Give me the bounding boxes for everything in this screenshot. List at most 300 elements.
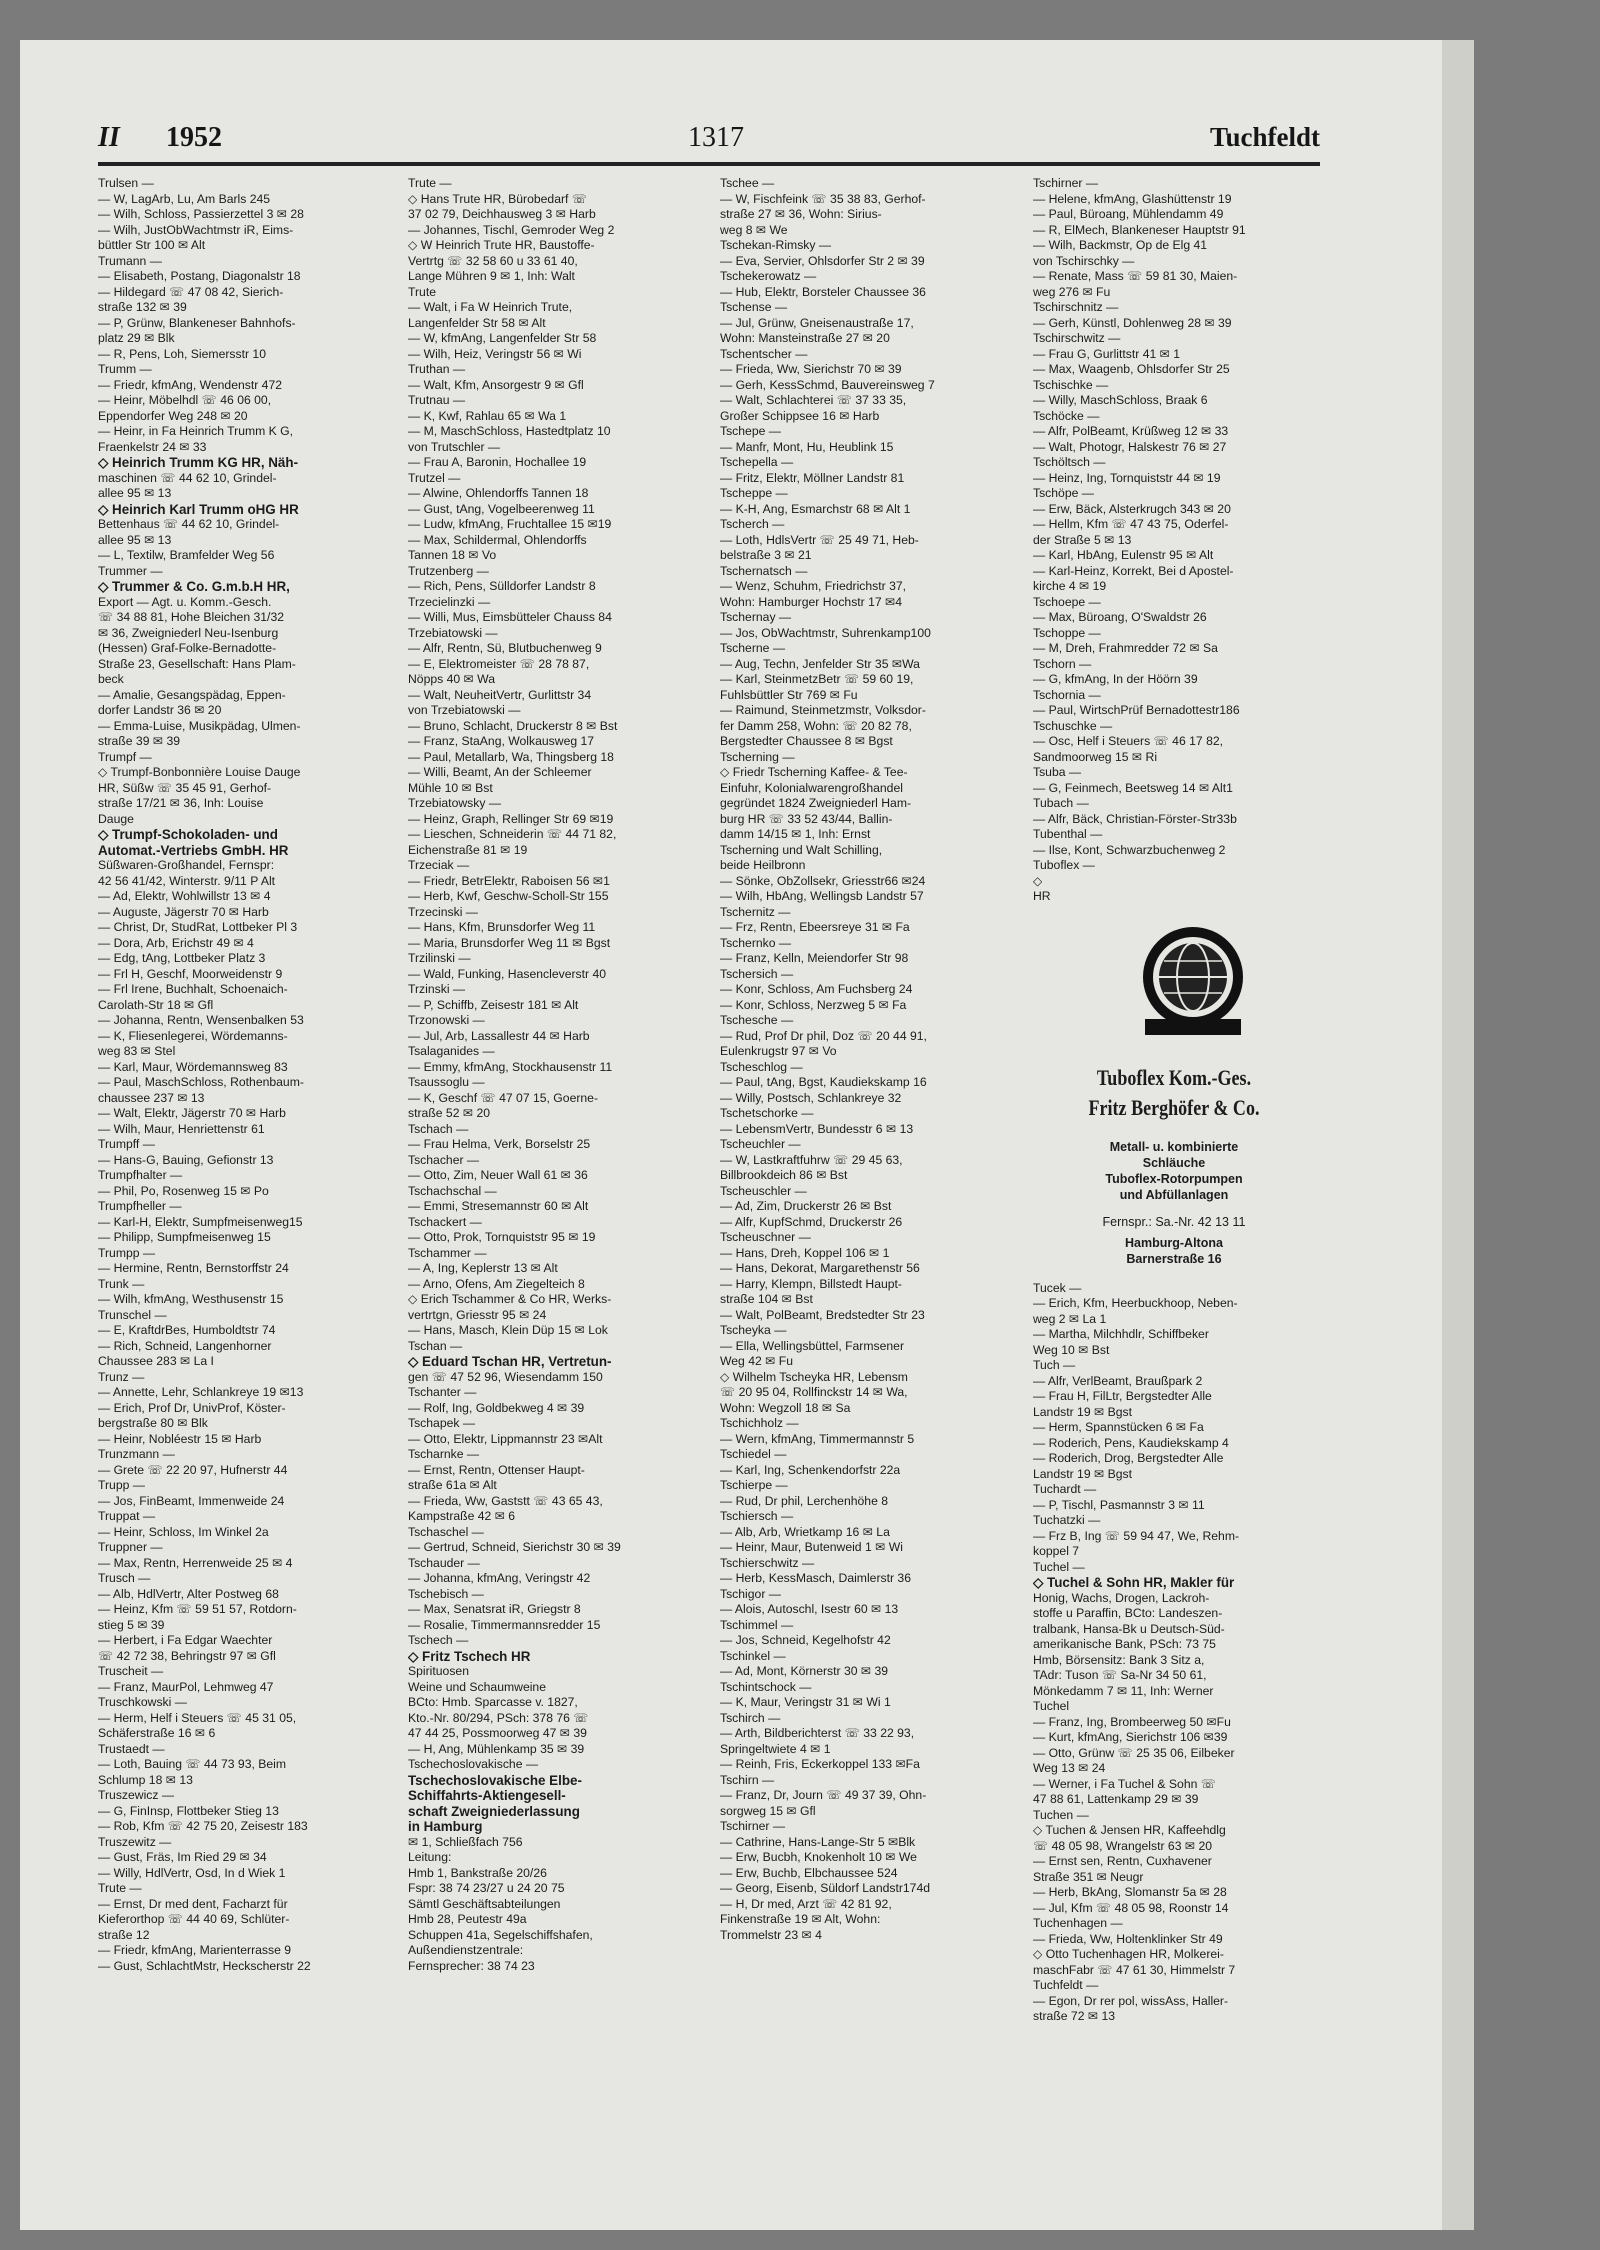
directory-line: Tuchardt — (1033, 1482, 1097, 1496)
directory-line: Tschirner — (720, 1819, 786, 1833)
directory-line: Tuchen — (1033, 1807, 1089, 1822)
directory-line: Tschorn — (1033, 656, 1092, 671)
directory-line: Trumpf — (98, 749, 152, 764)
directory-line: Export — Agt. u. Komm.-Gesch. (98, 594, 272, 609)
directory-line: — Jos, ObWachtmstr, Suhrenkamp100 (720, 625, 931, 640)
directory-line: — K, Geschf ☏ 47 07 15, Goerne- (408, 1090, 599, 1105)
directory-line: — Jos, FinBeamt, Immenweide 24 (98, 1493, 285, 1508)
directory-line: 42 56 41/42, Winterstr. 9/11 P Alt (98, 873, 276, 888)
directory-line: — Herb, KessMasch, Daimlerstr 36 (720, 1571, 911, 1585)
directory-line: — Jul, Grünw, Gneisenaustraße 17, (720, 315, 914, 330)
directory-line: — Willi, Mus, Eimsbütteler Chauss 84 (408, 610, 612, 624)
directory-line: Hmb 28, Peutestr 49a (408, 1912, 527, 1926)
directory-line: Tschiersch — (720, 1509, 794, 1523)
directory-line: — G, FinInsp, Flottbeker Stieg 13 (98, 1803, 279, 1818)
ad-title-line-1: Tuboflex Kom.-Ges. (1096, 1064, 1252, 1090)
directory-line: Tschebisch — (408, 1586, 484, 1601)
directory-line: — Auguste, Jägerstr 70 ✉ Harb (98, 904, 269, 919)
page-header (98, 92, 1320, 154)
directory-line: Tuchatzki — (1033, 1513, 1101, 1527)
directory-line: — Herbert, i Fa Edgar Waechter (98, 1633, 273, 1647)
directory-line: — Lieschen, Schneiderin ☏ 44 71 82, (408, 827, 617, 841)
directory-line: Fuhlsbüttler Str 769 ✉ Fu (720, 687, 858, 702)
directory-line: — Ad, Elektr, Wohlwillstr 13 ✉ 4 (98, 889, 271, 903)
directory-line: Tschechoslovakische — (408, 1757, 539, 1771)
directory-line: damm 14/15 ✉ 1, Inh: Ernst (720, 827, 871, 841)
directory-line: — Reinh, Fris, Eckerkoppel 133 ✉Fa (720, 1757, 920, 1771)
directory-line: — Walt, Schlachterei ☏ 37 33 35, (720, 393, 907, 407)
directory-line: Tscheppe — (720, 486, 788, 500)
directory-line: — Herb, BkAng, Slomanstr 5a ✉ 28 (1033, 1885, 1227, 1899)
directory-line: — E, KraftdrBes, Humboldtstr 74 (98, 1323, 276, 1337)
directory-line: — Ad, Mont, Körnerstr 30 ✉ 39 (720, 1664, 889, 1678)
directory-line: weg 276 ✉ Fu (1033, 284, 1111, 299)
directory-line: Truthan — (408, 362, 466, 376)
directory-line: in Hamburg (408, 1819, 483, 1834)
directory-line: Weg 42 ✉ Fu (720, 1354, 793, 1368)
directory-line: Mönkedamm 7 ✉ 11, Inh: Werner (1033, 1683, 1214, 1698)
directory-line: — Philipp, Sumpfmeisenweg 15 (98, 1230, 271, 1244)
directory-line: — Karl, HbAng, Eulenstr 95 ✉ Alt (1033, 548, 1214, 562)
directory-line: straße 104 ✉ Bst (720, 1292, 813, 1306)
directory-line: von Trutschler — (408, 439, 501, 454)
directory-line: Weine und Schaumweine (408, 1679, 546, 1694)
directory-line: — Wilh, JustObWachtmstr iR, Eims- (98, 222, 294, 237)
directory-line: Trzilinski — (408, 951, 471, 965)
directory-line: Tscheuchler — (720, 1137, 801, 1151)
directory-line: — Frau H, FilLtr, Bergstedter Alle (1033, 1389, 1212, 1403)
directory-line: ◇ Tuchen & Jensen HR, Kaffeehdlg (1033, 1823, 1226, 1837)
directory-line: — A, Ing, Keplerstr 13 ✉ Alt (408, 1261, 558, 1275)
directory-line: Tschinkel — (720, 1648, 786, 1663)
directory-line: — Loth, HdlsVertr ☏ 25 49 71, Heb- (720, 532, 919, 547)
directory-line: — Jul, Arb, Lassallestr 44 ✉ Harb (408, 1028, 590, 1043)
directory-line: Großer Schippsee 16 ✉ Harb (720, 408, 880, 423)
directory-line: Tscheuschner — (720, 1230, 811, 1244)
directory-line: ☏ 42 72 38, Behringstr 97 ✉ Gfl (98, 1648, 276, 1663)
directory-line: — Karl, Maur, Wördemannsweg 83 (98, 1059, 288, 1074)
directory-line: kirche 4 ✉ 19 (1033, 579, 1107, 593)
directory-line: Schuppen 41a, Segelschiffshafen, (408, 1927, 593, 1942)
directory-line: Chaussee 283 ✉ La I (98, 1354, 214, 1368)
directory-line: — Hans, Kfm, Brunsdorfer Weg 11 (408, 920, 596, 934)
directory-line: — Jos, Schneid, Kegelhofstr 42 (720, 1633, 891, 1647)
directory-line: — Franz, Ing, Brombeerweg 50 ✉Fu (1033, 1714, 1231, 1729)
directory-line: Trulsen — (98, 176, 154, 190)
directory-line: Wohn: Mansteinstraße 27 ✉ 20 (720, 331, 890, 345)
directory-line: — Heinz, Ing, Tornquiststr 44 ✉ 19 (1033, 470, 1221, 485)
directory-line: ☏ 34 88 81, Hohe Bleichen 31/32 (98, 610, 284, 624)
directory-line: Tschechoslovakische Elbe- (408, 1772, 582, 1788)
header-roman-numeral: II (98, 122, 120, 153)
directory-line: — Ludw, kfmAng, Fruchtallee 15 ✉19 (408, 517, 612, 531)
directory-line: Tschirn — (720, 1772, 775, 1787)
directory-line: Schäferstraße 16 ✉ 6 (98, 1726, 216, 1740)
directory-line: — Heinr, in Fa Heinrich Trumm K G, (98, 424, 294, 438)
directory-line: — Paul, Büroang, Mühlendamm 49 (1033, 207, 1224, 221)
directory-line: — Rosalie, Timmermannsredder 15 (408, 1617, 601, 1632)
directory-line: Truschkowski — (98, 1695, 187, 1709)
directory-line: — Johannes, Tischl, Gemroder Weg 2 (408, 222, 615, 237)
directory-line: Tschapek — (408, 1416, 476, 1430)
directory-line: — Walt, Elektr, Jägerstr 70 ✉ Harb (98, 1106, 286, 1120)
directory-line: — Amalie, Gesangspädag, Eppen- (98, 687, 286, 702)
directory-line: Trustaedt — (98, 1741, 165, 1756)
directory-line: ◇ Trumpf-Bonbonnière Louise Dauge (98, 765, 301, 779)
directory-line: Landstr 19 ✉ Bgst (1033, 1466, 1132, 1481)
directory-line: — Walt, Photogr, Halskestr 76 ✉ 27 (1033, 439, 1227, 454)
directory-line: — Otto, Elektr, Lippmannstr 23 ✉Alt (408, 1431, 603, 1446)
directory-line: ◇ Trummer & Co. G.m.b.H HR, (98, 579, 290, 594)
directory-line: ◇ Trumpf-Schokoladen- und (98, 827, 278, 842)
directory-line: Straße 23, Gesellschaft: Hans Plam- (98, 656, 296, 671)
directory-line: — Rud, Prof Dr phil, Doz ☏ 20 44 91, (720, 1028, 927, 1043)
ad-title-line-2: Fritz Berghöfer & Co. (1088, 1094, 1260, 1120)
directory-line: Tuchel (1033, 1699, 1070, 1713)
column-2 (408, 176, 698, 2186)
directory-line: Spirituosen (408, 1664, 469, 1678)
directory-line: — Wenz, Schuhm, Friedrichstr 37, (720, 579, 907, 593)
directory-line: Hmb 1, Bankstraße 20/26 (408, 1865, 547, 1880)
directory-line: — K, Maur, Veringstr 31 ✉ Wi 1 (720, 1695, 891, 1709)
directory-line: — Max, Büroang, O'Swaldstr 26 (1033, 610, 1207, 624)
directory-line: — Emmy, kfmAng, Stockhausenstr 11 (408, 1059, 613, 1074)
directory-line: Tschersich — (720, 966, 794, 981)
directory-line: Tuch — (1033, 1358, 1076, 1372)
directory-line: straße 17/21 ✉ 36, Inh: Louise (98, 796, 264, 810)
directory-line: — Konr, Schloss, Am Fuchsberg 24 (720, 982, 913, 996)
column-1 (98, 176, 388, 2186)
directory-line: — Johanna, Rentn, Wensenbalken 53 (98, 1013, 304, 1027)
directory-line: Tscheuschler — (720, 1183, 807, 1198)
directory-line: Eppendorfer Weg 248 ✉ 20 (98, 408, 248, 423)
directory-line: Trzecinski — (408, 904, 478, 919)
directory-line: — Arth, Bildberichterst ☏ 33 22 93, (720, 1726, 915, 1740)
directory-line: Sämtl Geschäftsabteilungen (408, 1896, 561, 1911)
directory-line: Sandmoorweg 15 ✉ Ri (1033, 749, 1158, 764)
directory-line: ◇ Fritz Tschech HR (408, 1648, 531, 1664)
directory-line: — Wilh, Heiz, Veringstr 56 ✉ Wi (408, 346, 582, 361)
directory-line: Truppat — (98, 1509, 156, 1523)
directory-line: Trutzenberg — (408, 563, 489, 578)
column-4 (1033, 176, 1323, 2186)
directory-line: — P, Tischl, Pasmannstr 3 ✉ 11 (1033, 1497, 1205, 1512)
directory-line: — Hans, Dreh, Koppel 106 ✉ 1 (720, 1245, 890, 1260)
directory-line: Tschee — (720, 176, 775, 190)
directory-line: — Erich, Kfm, Heerbuckhoop, Neben- (1033, 1296, 1238, 1310)
directory-line: — Wald, Funking, Hasencleverstr 40 (408, 966, 607, 981)
directory-line: — Karl, Ing, Schenkendorfstr 22a (720, 1462, 901, 1477)
directory-line: dorfer Landstr 36 ✉ 20 (98, 703, 222, 717)
directory-line: — Ilse, Kont, Schwarzbuchenweg 2 (1033, 842, 1226, 857)
directory-line: — Ernst, Rentn, Ottenser Haupt- (408, 1462, 585, 1477)
directory-line: — Frau A, Baronin, Hochallee 19 (408, 455, 587, 469)
directory-line: TAdr: Tuson ☏ Sa-Nr 34 50 61, (1033, 1668, 1207, 1682)
directory-line: — Friedr, kfmAng, Marienterrasse 9 (98, 1943, 292, 1957)
directory-line: büttler Str 100 ✉ Alt (98, 238, 206, 252)
directory-line: Tschichholz — (720, 1416, 799, 1430)
directory-line: — Heinz, Graph, Rellinger Str 69 ✉19 (408, 811, 614, 826)
directory-line: — Walt, Kfm, Ansorgestr 9 ✉ Gfl (408, 377, 584, 392)
directory-line: Tubach — (1033, 796, 1089, 810)
directory-line: Tucek — (1033, 1280, 1082, 1295)
directory-line: Tschöltsch — (1033, 455, 1106, 469)
directory-line: — Arno, Ofens, Am Ziegelteich 8 (408, 1276, 585, 1291)
directory-line: — Grete ☏ 22 20 97, Hufnerstr 44 (98, 1462, 288, 1477)
directory-line: — Heinr, Möbelhdl ☏ 46 06 00, (98, 393, 272, 407)
directory-line: — Wern, kfmAng, Timmermannstr 5 (720, 1431, 915, 1446)
directory-line: Honig, Wachs, Drogen, Lackroh- (1033, 1590, 1210, 1605)
directory-line: — Karl-H, Elektr, Sumpfmeisenweg15 (98, 1214, 303, 1229)
directory-line: Trzecielinzki — (408, 594, 491, 609)
directory-line: Carolath-Str 18 ✉ Gfl (98, 997, 214, 1012)
directory-line: — Willy, MaschSchloss, Braak 6 (1033, 393, 1208, 407)
directory-line: Tschackert — (408, 1214, 482, 1229)
directory-line: — Frl H, Geschf, Moorweidenstr 9 (98, 966, 283, 981)
directory-line: Finkenstraße 19 ✉ Alt, Wohn: (720, 1912, 881, 1926)
directory-line: Trumpp — (98, 1245, 156, 1260)
directory-line: — Alb, HdlVertr, Alter Postweg 68 (98, 1586, 279, 1601)
directory-line: — Jul, Kfm ☏ 48 05 98, Roonstr 14 (1033, 1900, 1229, 1915)
directory-line: allee 95 ✉ 13 (98, 486, 172, 500)
directory-line: Süßwaren-Großhandel, Fernspr: (98, 858, 275, 872)
directory-line: Tschachschal — (408, 1183, 497, 1198)
directory-line: — Gerh, KessSchmd, Bauvereinsweg 7 (720, 377, 935, 392)
directory-line: maschinen ☏ 44 62 10, Grindel- (98, 470, 277, 485)
directory-line: Vertrtg ☏ 32 58 60 u 33 61 40, (408, 253, 578, 268)
directory-line: — Frau Helma, Verk, Borselstr 25 (408, 1137, 591, 1151)
directory-line: Trunschel — (98, 1307, 167, 1322)
directory-line: — Rich, Pens, Sülldorfer Landstr 8 (408, 579, 596, 593)
directory-line: Truppner — (98, 1540, 163, 1554)
directory-line: Trute (408, 284, 436, 299)
directory-line: Tschirch — (720, 1710, 781, 1725)
directory-line: — Hub, Elektr, Borsteler Chaussee 36 (720, 284, 926, 299)
directory-line: — Roderich, Pens, Kaudiekskamp 4 (1033, 1435, 1229, 1450)
directory-line: Trumpff — (98, 1137, 155, 1151)
ad-city: Hamburg-Altona (1125, 1235, 1223, 1250)
directory-line: Trusch — (98, 1571, 151, 1585)
directory-line: — H, Dr med, Arzt ☏ 42 81 92, (720, 1896, 892, 1911)
directory-line: straße 61a ✉ Alt (408, 1478, 497, 1492)
directory-line: — Heinr, Nobléestr 15 ✉ Harb (98, 1431, 262, 1446)
directory-line: ◇ Eduard Tschan HR, Vertretun- (408, 1354, 612, 1369)
directory-line: — Harry, Klempn, Billstedt Haupt- (720, 1276, 902, 1291)
directory-line: — Herm, Spannstücken 6 ✉ Fa (1033, 1420, 1204, 1434)
directory-line: stieg 5 ✉ 39 (98, 1617, 165, 1632)
directory-line: amerikanische Bank, PSch: 73 75 (1033, 1637, 1216, 1651)
directory-line: — Alfr, Rentn, Sü, Blutbuchenweg 9 (408, 641, 602, 655)
directory-line: Trzeciak — (408, 858, 470, 872)
directory-line: (Hessen) Graf-Folke-Bernadotte- (98, 641, 277, 655)
directory-line: Trumpfhalter — (98, 1168, 183, 1182)
directory-line: — Alfr, Bäck, Christian-Förster-Str33b (1033, 811, 1237, 826)
directory-line: — Hermine, Rentn, Bernstorffstr 24 (98, 1261, 289, 1275)
directory-line: Nöpps 40 ✉ Wa (408, 672, 495, 686)
directory-line: — Gust, Fräs, Im Ried 29 ✉ 34 (98, 1850, 267, 1864)
directory-line: Eulenkrugstr 97 ✉ Vo (720, 1044, 837, 1058)
directory-line: — Maria, Brunsdorfer Weg 11 ✉ Bgst (408, 935, 611, 950)
directory-line: Tsaussoglu — (408, 1075, 485, 1089)
directory-line: Tschacher — (408, 1152, 480, 1167)
directory-line: Trumann — (98, 253, 162, 268)
directory-line: — Otto, Prok, Tornquiststr 95 ✉ 19 (408, 1230, 596, 1244)
directory-line: Fernsprecher: 38 74 23 (408, 1958, 535, 1973)
directory-line: Schlump 18 ✉ 13 (98, 1772, 193, 1787)
directory-line: Fraenkelstr 24 ✉ 33 (98, 439, 207, 454)
directory-line: — Erich, Prof Dr, UnivProf, Köster- (98, 1400, 286, 1415)
directory-line: — Frl Irene, Buchhalt, Schoenaich- (98, 982, 288, 996)
directory-line: Tschanter — (408, 1385, 477, 1399)
directory-line: tralbank, Hansa-Bk u Deutsch-Süd- (1033, 1621, 1225, 1636)
directory-line: — M, MaschSchloss, Hastedtplatz 10 (408, 424, 611, 438)
directory-line: Tschiedel — (720, 1447, 787, 1461)
directory-line: — L, Textilw, Bramfelder Weg 56 (98, 548, 275, 562)
directory-line: — G, Feinmech, Beetsweg 14 ✉ Alt1 (1033, 780, 1233, 795)
directory-line: — Max, Rentn, Herrenweide 25 ✉ 4 (98, 1555, 293, 1570)
directory-line: platz 29 ✉ Blk (98, 331, 175, 345)
directory-line: ◇ Heinrich Trumm KG HR, Näh- (98, 455, 299, 470)
directory-line: weg 83 ✉ Stel (98, 1044, 176, 1058)
directory-line: Landstr 19 ✉ Bgst (1033, 1404, 1132, 1419)
directory-line: — Alfr, KupfSchmd, Druckerstr 26 (720, 1214, 903, 1229)
directory-line: Tschuschke — (1033, 718, 1113, 733)
directory-line: — Dora, Arb, Erichstr 49 ✉ 4 (98, 935, 254, 950)
directory-line: weg 8 ✉ We (720, 222, 788, 237)
directory-line: — Emma-Luise, Musikpädag, Ulmen- (98, 718, 301, 733)
directory-line: — Frieda, Ww, Holtenklinker Str 49 (1033, 1931, 1223, 1946)
directory-line: — Walt, NeuheitVertr, Gurlittstr 34 (408, 687, 592, 702)
directory-line: Trunk — (98, 1276, 145, 1291)
header-year: 1952 (166, 122, 222, 153)
directory-line: HR, Süßw ☏ 35 45 91, Gerhof- (98, 780, 272, 795)
directory-line: beide Heilbronn (720, 858, 806, 872)
directory-line: Tschöpe — (1033, 486, 1094, 500)
directory-line: bergstraße 80 ✉ Blk (98, 1416, 208, 1430)
directory-line: — Ella, Wellingsbüttel, Farmsener (720, 1338, 905, 1353)
directory-line: Tschigor — (720, 1586, 781, 1601)
directory-line: ◇ Heinrich Karl Trumm oHG HR (98, 501, 299, 517)
directory-line: Trommelstr 23 ✉ 4 (720, 1927, 822, 1942)
directory-line: Tschernitz — (720, 904, 791, 919)
header-page-number: 1317 (688, 122, 744, 153)
directory-line: Straße 351 ✉ Neugr (1033, 1869, 1144, 1884)
directory-line: Trzebiatowski — (408, 625, 498, 640)
directory-line: von Tschirschky — (1033, 253, 1135, 268)
directory-line: — Egon, Dr rer pol, wissAss, Haller- (1033, 1993, 1229, 2008)
directory-line: vertrtgn, Griesstr 95 ✉ 24 (408, 1307, 547, 1322)
directory-line: Trzinski — (408, 982, 466, 996)
directory-line: — Wilh, Maur, Henriettenstr 61 (98, 1121, 265, 1136)
directory-line: weg 2 ✉ La 1 (1033, 1311, 1107, 1326)
directory-line: ◇ Friedr Tscherning Kaffee- & Tee- (720, 765, 908, 779)
directory-line: Tschepe — (720, 424, 781, 438)
directory-line: 47 88 61, Lattenkamp 29 ✉ 39 (1033, 1792, 1199, 1806)
directory-line: — K, Fliesenlegerei, Wördemanns- (98, 1028, 288, 1043)
directory-line: — Heinz, Kfm ☏ 59 51 57, Rotdorn- (98, 1602, 297, 1616)
directory-line: — Wilh, kfmAng, Westhusenstr 15 (98, 1292, 284, 1306)
directory-line: — Hans-G, Bauing, Gefionstr 13 (98, 1152, 274, 1167)
directory-line: stoffe u Paraffin, BCto: Landeszen- (1033, 1606, 1223, 1620)
directory-line: Tuchel — (1033, 1559, 1085, 1574)
directory-line: — Christ, Dr, StudRat, Lottbeker Pl 3 (98, 920, 298, 934)
directory-line: Tschentscher — (720, 346, 808, 361)
tuboflex-advertisement (1033, 913, 1315, 1275)
page-edge-strip (1442, 40, 1474, 2230)
directory-line: — Friedr, BetrElektr, Raboisen 56 ✉1 (408, 873, 610, 888)
directory-line: — Hildegard ☏ 47 08 42, Sierich- (98, 284, 284, 299)
directory-line: — Erw, Bucbh, Knokenholt 10 ✉ We (720, 1850, 917, 1864)
directory-line: — Otto, Grünw ☏ 25 35 06, Eilbeker (1033, 1745, 1235, 1760)
directory-line: — Frz, Rentn, Ebeersreye 31 ✉ Fa (720, 920, 910, 934)
directory-line: — Paul, tAng, Bgst, Kaudiekskamp 16 (720, 1075, 927, 1089)
directory-line: — Franz, Dr, Journ ☏ 49 37 39, Ohn- (720, 1788, 927, 1802)
directory-line: — Rud, Dr phil, Lerchenhöhe 8 (720, 1493, 889, 1508)
directory-line: — Konr, Schloss, Nerzweg 5 ✉ Fa (720, 997, 907, 1012)
directory-line: — Rich, Schneid, Langenhorner (98, 1338, 272, 1353)
directory-line: — Georg, Eisenb, Süldorf Landstr174d (720, 1881, 931, 1895)
directory-line: Tschepella — (720, 455, 794, 469)
directory-line: — Erw, Bäck, Alsterkrugch 343 ✉ 20 (1033, 501, 1231, 516)
directory-line: Tschirschnitz — (1033, 300, 1119, 314)
directory-line: Schiffahrts-Aktiengesell- (408, 1788, 566, 1803)
directory-line: Kieferorthop ☏ 44 40 69, Schlüter- (98, 1912, 290, 1926)
directory-line: — Martha, Milchhdlr, Schiffbeker (1033, 1327, 1209, 1341)
directory-line: Tscheyka — (720, 1323, 787, 1337)
ad-phone: Fernspr.: Sa.-Nr. 42 13 11 (1102, 1214, 1246, 1229)
directory-line: — Franz, StaAng, Wolkausweg 17 (408, 734, 595, 748)
directory-line: Weg 10 ✉ Bst (1033, 1342, 1110, 1357)
directory-line: — Alois, Autoschl, Isestr 60 ✉ 13 (720, 1602, 899, 1616)
directory-line: sorgweg 15 ✉ Gfl (720, 1803, 816, 1818)
directory-line: Einfuhr, Kolonialwarengroßhandel (720, 780, 903, 795)
directory-line: Tscherch — (720, 517, 785, 531)
directory-line: ◇ Erich Tschammer & Co HR, Werks- (408, 1292, 612, 1306)
directory-line: Wohn: Hamburger Hochstr 17 ✉4 (720, 594, 903, 609)
directory-line: straße 12 (98, 1927, 150, 1942)
directory-line: ◇ Otto Tuchenhagen HR, Molkerei- (1033, 1947, 1224, 1961)
directory-line: ◇ W Heinrich Trute HR, Baustoffe- (408, 238, 595, 252)
directory-columns (98, 176, 1320, 2186)
directory-line: — Paul, MaschSchloss, Rothenbaum- (98, 1075, 304, 1089)
directory-line: Tscheschlog — (720, 1059, 803, 1074)
directory-line: Tschintschock — (720, 1679, 812, 1694)
column-3 (720, 176, 1010, 2186)
directory-line: Tschauder — (408, 1555, 480, 1570)
directory-line: BCto: Hmb. Sparcasse v. 1827, (408, 1695, 578, 1709)
directory-line: Tschirschwitz — (1033, 331, 1121, 345)
directory-line: — Manfr, Mont, Hu, Heublink 15 (720, 439, 894, 454)
directory-line: — Phil, Po, Rosenweg 15 ✉ Po (98, 1183, 269, 1198)
directory-line: straße 52 ✉ 20 (408, 1106, 491, 1120)
directory-line: burg HR ☏ 33 52 43/44, Ballin- (720, 811, 893, 826)
directory-line: Tsuba — (1033, 765, 1082, 779)
directory-line: Tuboflex — (1033, 858, 1095, 872)
directory-line: ◇ (1033, 873, 1043, 888)
directory-line: — Otto, Zim, Neuer Wall 61 ✉ 36 (408, 1168, 588, 1182)
directory-line: — Willy, Postsch, Schlankreye 32 (720, 1090, 902, 1105)
directory-line: — Franz, Kelln, Meiendorfer Str 98 (720, 951, 909, 965)
directory-line: — Loth, Bauing ☏ 44 73 93, Beim (98, 1757, 287, 1771)
directory-line: Tscherne — (720, 641, 786, 655)
directory-line: Außendienstzentrale: (408, 1943, 524, 1957)
directory-line: — Ernst, Dr med dent, Facharzt für (98, 1896, 288, 1911)
directory-line: Kampstraße 42 ✉ 6 (408, 1509, 516, 1523)
directory-line: HR (1033, 889, 1051, 903)
directory-line: — Kurt, kfmAng, Sierichstr 106 ✉39 (1033, 1730, 1228, 1744)
directory-line: Trute — (98, 1881, 142, 1895)
directory-line: — Alfr, VerlBeamt, Braußpark 2 (1033, 1373, 1203, 1388)
